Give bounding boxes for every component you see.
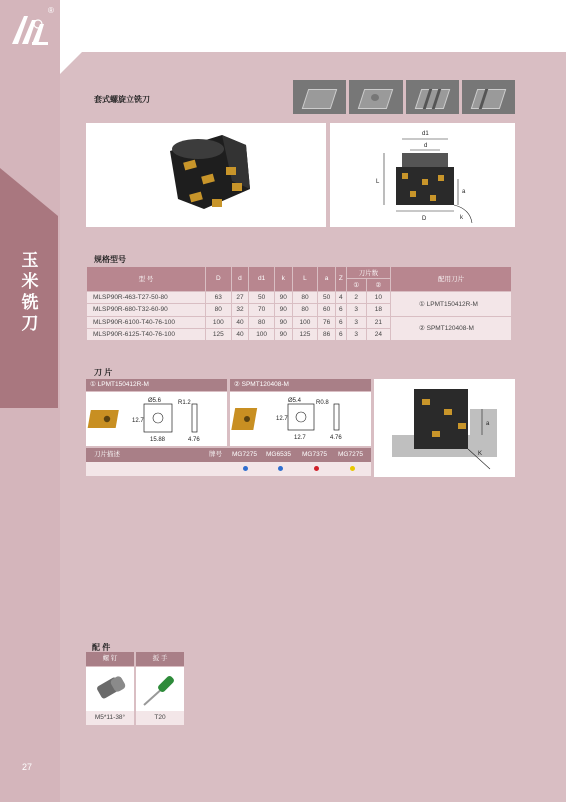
slotted-block-icon — [406, 80, 459, 114]
spec-title: 规格型号 — [94, 255, 126, 264]
screw-icon — [86, 667, 134, 711]
svg-text:a: a — [462, 189, 466, 195]
col-insert: 配用刀片 — [391, 267, 512, 292]
svg-text:R1.2: R1.2 — [178, 400, 191, 406]
grade-dot-yellow — [350, 466, 355, 471]
col-a: a — [318, 267, 336, 292]
cutter-dimension-drawing — [330, 123, 515, 227]
cutting-position-drawing — [374, 379, 515, 477]
wrench-image — [136, 667, 184, 711]
insert2-drawing — [230, 392, 371, 446]
svg-text:D: D — [422, 216, 427, 222]
section-title: 套式螺旋立铣刀 — [94, 95, 150, 104]
product-photo — [86, 123, 326, 227]
insert1-header: ① LPMT150412R-M — [86, 379, 227, 391]
col-D: D — [206, 267, 232, 292]
svg-text:12.7: 12.7 — [294, 435, 306, 441]
col-model: 型 号 — [87, 267, 206, 292]
page-number: 27 — [22, 762, 33, 772]
col-insert-1-icon: ① — [346, 279, 366, 291]
grade-dot-blue — [278, 466, 283, 471]
grade-2: MG6535 — [266, 451, 291, 458]
brand-logo — [8, 10, 52, 48]
svg-text:15.88: 15.88 — [150, 437, 166, 443]
svg-text:Ø5.4: Ø5.4 — [288, 398, 302, 404]
holed-block-icon — [349, 80, 402, 114]
insert-ref-2: ② SPMT120408-M — [391, 316, 512, 341]
svg-text:4.76: 4.76 — [188, 437, 200, 443]
col-insert-count: 刀片数 — [346, 267, 390, 279]
grade-1: MG7275 — [232, 451, 257, 458]
col-L: L — [292, 267, 318, 292]
svg-text:d1: d1 — [422, 131, 429, 137]
insert1-diagram — [86, 392, 227, 446]
svg-text:12.7: 12.7 — [132, 418, 144, 424]
cutting-diagram — [374, 379, 515, 477]
acc-wrench-value: T20 — [136, 711, 184, 725]
insert-title: 刀 片 — [94, 368, 113, 377]
acc-screw-value: M5*11-38° — [86, 711, 134, 725]
table-row: MLSP90R-680-T32-60-90 80 32 70 90 80 60 6 3 18 — [87, 304, 512, 316]
screwdriver-icon — [136, 667, 184, 711]
accessories-title: 配 件 — [92, 643, 111, 652]
insert2-diagram — [230, 392, 371, 446]
col-insert-2-icon: ② — [366, 279, 390, 291]
svg-text:12.7: 12.7 — [276, 416, 288, 422]
screw-image — [86, 667, 134, 711]
grade-dot-blue — [243, 466, 248, 471]
svg-text:a: a — [486, 421, 490, 427]
acc-wrench-header: 扳 手 — [136, 652, 184, 666]
insert-desc-header — [86, 448, 371, 462]
insert1-drawing — [86, 392, 227, 446]
svg-text:k: k — [460, 215, 463, 221]
svg-text:R0.8: R0.8 — [316, 400, 329, 406]
svg-text:4.76: 4.76 — [330, 435, 342, 441]
col-Z: Z — [335, 267, 346, 292]
svg-text:K: K — [478, 451, 483, 457]
table-row: MLSP90R-6100-T40-76-100 100 40 80 90 100 76 6 3 21 ② SPMT120408-M — [87, 316, 512, 328]
registered-icon: ® — [48, 6, 54, 15]
grade-4: MG7275 — [338, 451, 363, 458]
stepped-block-icon — [462, 80, 515, 114]
grade-dot-row — [86, 462, 371, 476]
corner-cut — [60, 52, 82, 74]
acc-screw-header: 螺 钉 — [86, 652, 134, 666]
svg-text:d: d — [424, 143, 428, 149]
grade-3: MG7375 — [302, 451, 327, 458]
grade-label: 牌号 — [209, 451, 222, 458]
milling-cutter-image — [86, 123, 326, 227]
side-label: 玉米铣刀 — [21, 251, 39, 333]
table-row: MLSP90R-6125-T40-76-100 125 40 100 90 125 86 6 3 24 — [87, 328, 512, 340]
col-d: d — [231, 267, 249, 292]
technical-drawing — [330, 123, 515, 227]
insert-ref-1: ① LPMT150412R-M — [391, 291, 512, 316]
material-icons — [293, 80, 515, 114]
svg-text:L: L — [376, 179, 380, 185]
table-row: MLSP90R-463-T27-50-80 63 27 50 90 80 50 4 2 10 ① LPMT150412R-M — [87, 291, 512, 303]
grade-dot-red — [314, 466, 319, 471]
insert2-header: ② SPMT120408-M — [230, 379, 371, 391]
col-k: k — [274, 267, 292, 292]
spec-table — [86, 266, 512, 341]
desc-label: 刀片描述 — [94, 451, 120, 458]
steel-block-icon — [293, 80, 346, 114]
col-d1: d1 — [249, 267, 275, 292]
svg-text:Ø5.6: Ø5.6 — [148, 398, 162, 404]
